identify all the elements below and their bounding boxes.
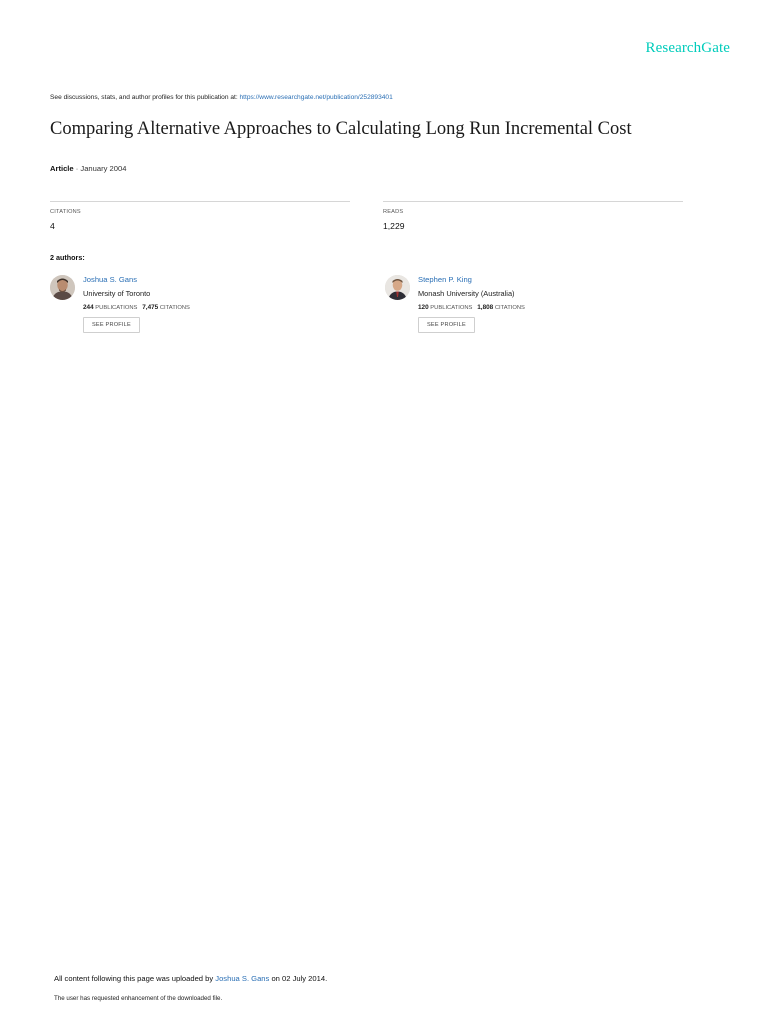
article-type: Article — [50, 164, 74, 173]
author-stats — [418, 304, 525, 311]
author-institution: University of Toronto — [83, 289, 151, 298]
reads-stat — [383, 201, 683, 238]
enhancement-note: The user has requested enhancement of the downloaded file. — [54, 995, 223, 1002]
author-name-link[interactable]: Joshua S. Gans — [83, 275, 138, 284]
see-profile-button[interactable]: SEE PROFILE — [418, 317, 475, 333]
discussion-prefix: See discussions, stats, and author profiles for this publication at: — [50, 94, 238, 101]
author-avatar[interactable] — [50, 275, 75, 300]
author-publications-count: 120 — [418, 304, 429, 311]
person-photo-icon — [50, 275, 75, 300]
author-avatar[interactable] — [385, 275, 410, 300]
author-institution: Monash University (Australia) — [418, 289, 515, 298]
author-publications-label: PUBLICATIONS — [430, 305, 473, 311]
authors-heading: 2 authors: — [50, 253, 85, 262]
author-citations-label: CITATIONS — [159, 305, 190, 311]
article-meta — [50, 164, 126, 173]
author-publications-label: PUBLICATIONS — [95, 305, 138, 311]
author-publications-count: 244 — [83, 304, 94, 311]
reads-label: READS — [383, 209, 404, 215]
researchgate-logo[interactable]: ResearchGate — [645, 40, 730, 56]
publication-url-link[interactable]: https://www.researchgate.net/publication/252893401 — [239, 94, 393, 101]
upload-prefix: All content following this page was uploaded by — [54, 974, 214, 983]
author-name-link[interactable]: Stephen P. King — [418, 275, 472, 284]
author-info — [83, 275, 190, 333]
see-profile-button[interactable]: SEE PROFILE — [83, 317, 140, 333]
author-info — [418, 275, 525, 333]
upload-notice — [54, 974, 327, 983]
author-card — [50, 275, 350, 345]
author-citations-count: 1,808 — [477, 304, 494, 311]
citations-label: CITATIONS — [50, 209, 81, 215]
author-citations-label: CITATIONS — [494, 305, 525, 311]
citations-stat — [50, 201, 350, 238]
publication-title: Comparing Alternative Approaches to Calculating Long Run Incremental Cost — [50, 119, 632, 139]
reads-value: 1,229 — [383, 221, 405, 231]
person-photo-icon — [385, 275, 410, 300]
article-date: · January 2004 — [75, 164, 127, 173]
uploader-link[interactable]: Joshua S. Gans — [215, 974, 270, 983]
discussion-line — [50, 94, 393, 101]
author-card — [385, 275, 685, 345]
author-stats — [83, 304, 190, 311]
citations-value: 4 — [50, 221, 55, 231]
upload-suffix: on 02 July 2014. — [271, 974, 328, 983]
author-citations-count: 7,475 — [142, 304, 159, 311]
